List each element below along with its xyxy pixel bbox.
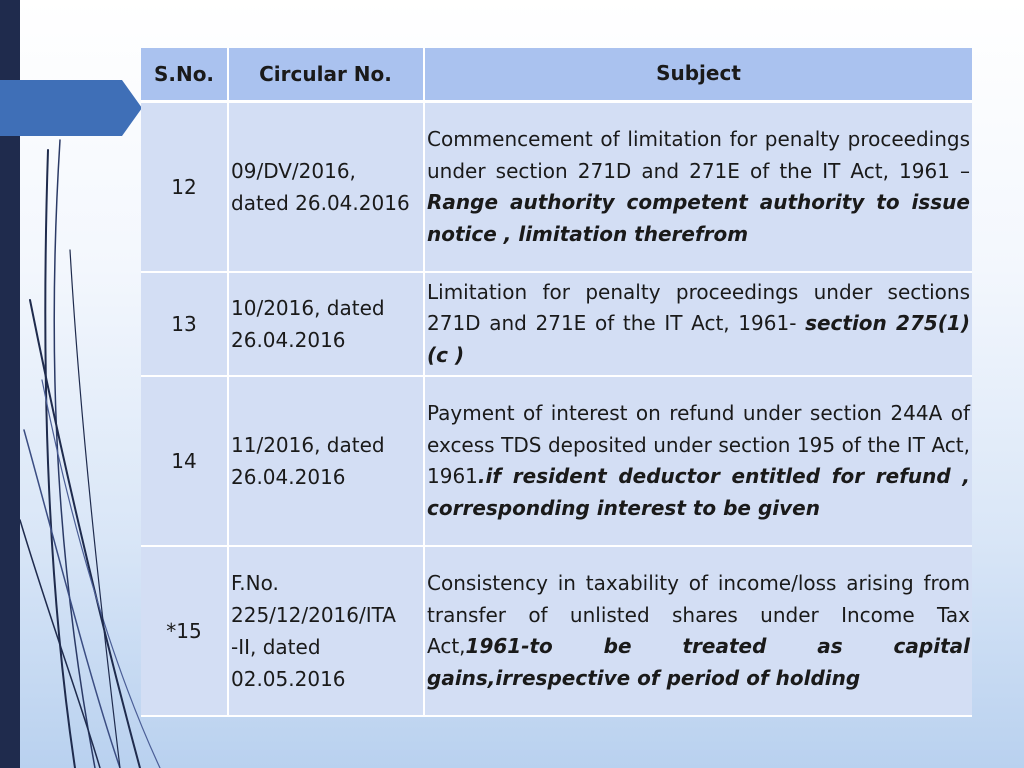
circular-line: 11/2016, dated	[231, 433, 385, 457]
circular-line: 02.05.2016	[231, 667, 346, 691]
row-subject	[425, 103, 972, 273]
circular-line: 26.04.2016	[231, 465, 346, 489]
subject-emphasis: .if resident deductor entitled for refund , corresponding interest to be given	[427, 464, 970, 520]
header-circular: Circular No.	[229, 48, 425, 103]
row-circular	[229, 377, 425, 547]
subject-text: Consistency in taxability of income/loss arising from transfer of unlisted shares under Income Tax Act,	[427, 571, 970, 658]
table-row	[141, 377, 972, 547]
subject-text: Limitation for penalty proceedings under sections 271D and 271E of the IT Act, 1961-	[427, 279, 970, 336]
subject-text: Payment of interest on refund under section 244A of excess TDS deposited under section 195 of the IT Act, 1961	[427, 401, 970, 488]
row-circular	[229, 103, 425, 273]
header-subject: Subject	[425, 48, 972, 103]
row-sno: *15	[141, 547, 229, 717]
circulars-table	[141, 48, 972, 717]
circular-line: 10/2016, dated	[231, 296, 385, 320]
circular-line: dated 26.04.2016	[231, 191, 410, 215]
subject-emphasis: section 275(1)(c )	[427, 311, 970, 367]
row-sno: 14	[141, 377, 229, 547]
table-row	[141, 273, 972, 377]
circular-line: 225/12/2016/ITA	[231, 603, 396, 627]
row-sno: 12	[141, 103, 229, 273]
circular-line: F.No.	[231, 571, 279, 595]
row-subject	[425, 377, 972, 547]
table-header-row	[141, 48, 972, 103]
circular-line: -II, dated	[231, 635, 321, 659]
subject-emphasis: 1961-to be treated as capital gains,irrespective of period of holding	[427, 634, 970, 690]
header-sno: S.No.	[141, 48, 229, 103]
table-row	[141, 547, 972, 717]
row-subject	[425, 547, 972, 717]
circular-line: 09/DV/2016,	[231, 159, 356, 183]
table-row	[141, 103, 972, 273]
subject-emphasis: Range authority competent authority to issue notice , limitation therefrom	[427, 190, 970, 246]
subject-text: Commencement of limitation for penalty proceedings under section 271D and 271E of the IT Act, 1961 –	[427, 127, 970, 183]
circular-line: 26.04.2016	[231, 328, 346, 352]
row-circular	[229, 273, 425, 377]
row-circular	[229, 547, 425, 717]
row-sno: 13	[141, 273, 229, 377]
row-subject	[425, 273, 972, 377]
